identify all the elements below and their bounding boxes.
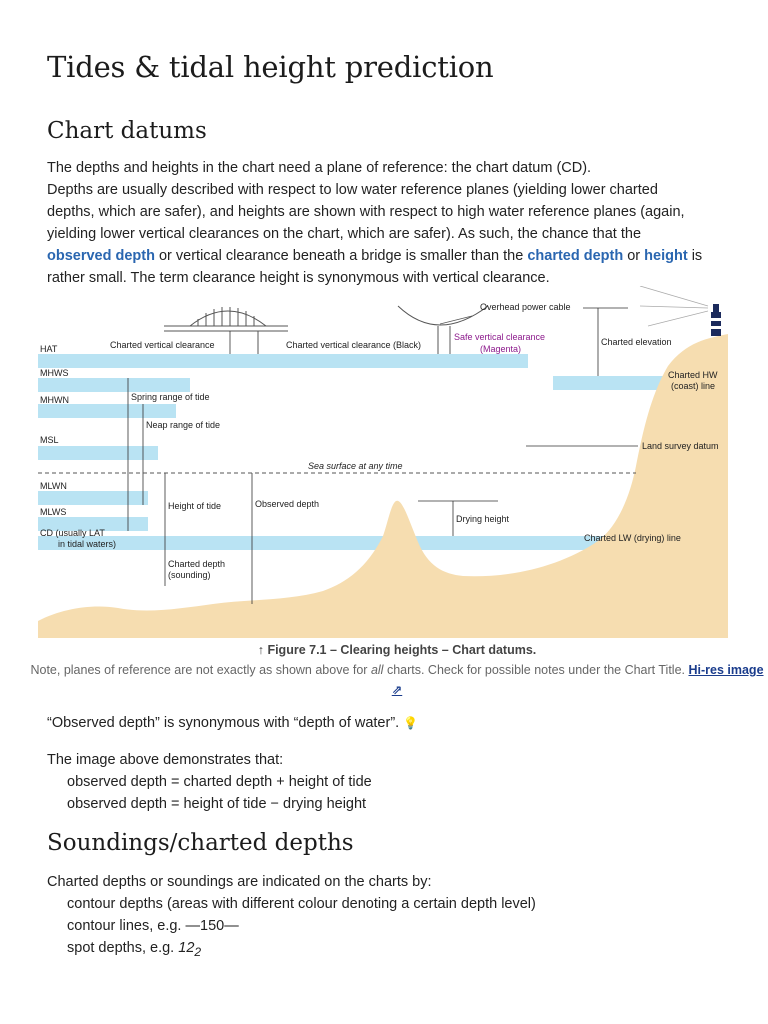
- lightbulb-icon: 💡: [403, 716, 419, 730]
- label-mhwn: MHWN: [40, 395, 69, 405]
- soundings-item-contour-depths: contour depths (areas with different colour denoting a certain depth level): [67, 896, 536, 912]
- chart-datums-intro: [47, 157, 707, 289]
- power-cable: [398, 306, 488, 325]
- label-spring-range: Spring range of tide: [131, 392, 210, 402]
- label-charted-lw: Charted LW (drying) line: [584, 533, 681, 543]
- section-heading-soundings: Soundings/charted depths: [47, 830, 354, 856]
- mlwn-band: [38, 491, 148, 505]
- charted-depth-link[interactable]: charted depth: [527, 248, 624, 264]
- lighthouse-icon: [711, 304, 721, 336]
- hat-band: [38, 354, 528, 368]
- label-mlwn: MLWN: [40, 481, 67, 491]
- intro-paragraph-2: Depths are usually described with respect to low water reference planes (yielding lower charted depths, which are safer), and heights are shown with respect to high water reference planes (again, yielding lower vertical clearances on the chart, which are safer). As such, the chance that the observed depth or vertical clearance beneath a bridge is smaller than the charted depth or height is rather small. The term clearance height is synonymous with vertical clearance.: [47, 182, 703, 286]
- soundings-list: [47, 871, 536, 963]
- label-overhead-cable: Overhead power cable: [480, 302, 571, 312]
- label-coast-line: (coast) line: [671, 381, 716, 391]
- label-drying-height: Drying height: [456, 514, 510, 524]
- chart-datums-figure[interactable]: [38, 286, 728, 638]
- soundings-intro: Charted depths or soundings are indicated on the charts by:: [47, 874, 432, 890]
- soundings-item-contour-lines: contour lines, e.g. —150—: [67, 918, 239, 934]
- label-charted-elevation: Charted elevation: [601, 337, 672, 347]
- caption-title-line: ↑ Figure 7.1 – Clearing heights – Chart datums.: [257, 643, 537, 657]
- intro-paragraph-1: The depths and heights in the chart need a plane of reference: the chart datum (CD).: [47, 160, 592, 176]
- demo-intro: The image above demonstrates that:: [47, 752, 284, 768]
- label-charted-vertical-clearance-black: Charted vertical clearance (Black): [286, 340, 422, 350]
- label-sounding: (sounding): [168, 570, 211, 580]
- label-observed-depth: Observed depth: [255, 499, 320, 509]
- msl-band: [38, 446, 158, 460]
- label-tidal-waters: in tidal waters): [58, 539, 117, 549]
- label-height-of-tide: Height of tide: [168, 501, 222, 511]
- label-charted-depth: Charted depth: [168, 559, 226, 569]
- demonstration: [47, 749, 372, 815]
- figure-caption: [27, 640, 767, 700]
- section-heading-chart-datums: Chart datums: [47, 118, 207, 144]
- label-land-survey-datum: Land survey datum: [642, 441, 719, 451]
- label-safe-vertical-clearance: Safe vertical clearance: [454, 332, 546, 342]
- label-charted-vertical-clearance: Charted vertical clearance: [110, 340, 215, 350]
- label-neap-range: Neap range of tide: [146, 420, 221, 430]
- observed-depth-note: “Observed depth” is synonymous with “depth of water”. 💡: [47, 715, 419, 731]
- label-mhws: MHWS: [40, 368, 69, 378]
- observed-depth-link[interactable]: observed depth: [47, 248, 155, 264]
- label-mlws: MLWS: [40, 507, 67, 517]
- mhwn-band: [38, 404, 176, 418]
- caption-note: Note, planes of reference are not exactly as shown above for all charts. Check for possible notes under the Chart Title. Hi-res image ⇗: [30, 663, 764, 697]
- hires-image-link[interactable]: Hi-res image ⇗: [391, 663, 764, 697]
- mhws-band: [38, 378, 190, 392]
- external-link-icon: ⇗: [391, 683, 403, 697]
- label-sea-surface: Sea surface at any time: [308, 461, 403, 471]
- label-magenta: (Magenta): [480, 344, 522, 354]
- height-link[interactable]: height: [644, 248, 688, 264]
- label-hat: HAT: [40, 344, 58, 354]
- caption-title: Figure 7.1 – Clearing heights – Chart datums.: [267, 643, 537, 657]
- label-cd: CD (usually LAT: [40, 528, 105, 538]
- label-charted-hw: Charted HW: [668, 370, 718, 380]
- page-title: Tides & tidal height prediction: [47, 50, 494, 84]
- demo-equation-2: observed depth = height of tide − drying height: [67, 796, 367, 812]
- demo-equation-1: observed depth = charted depth + height of tide: [67, 774, 372, 790]
- soundings-item-spot-depths: spot depths, e.g. $12_2$: [67, 940, 202, 959]
- label-msl: MSL: [40, 435, 59, 445]
- cd-band: [38, 536, 643, 550]
